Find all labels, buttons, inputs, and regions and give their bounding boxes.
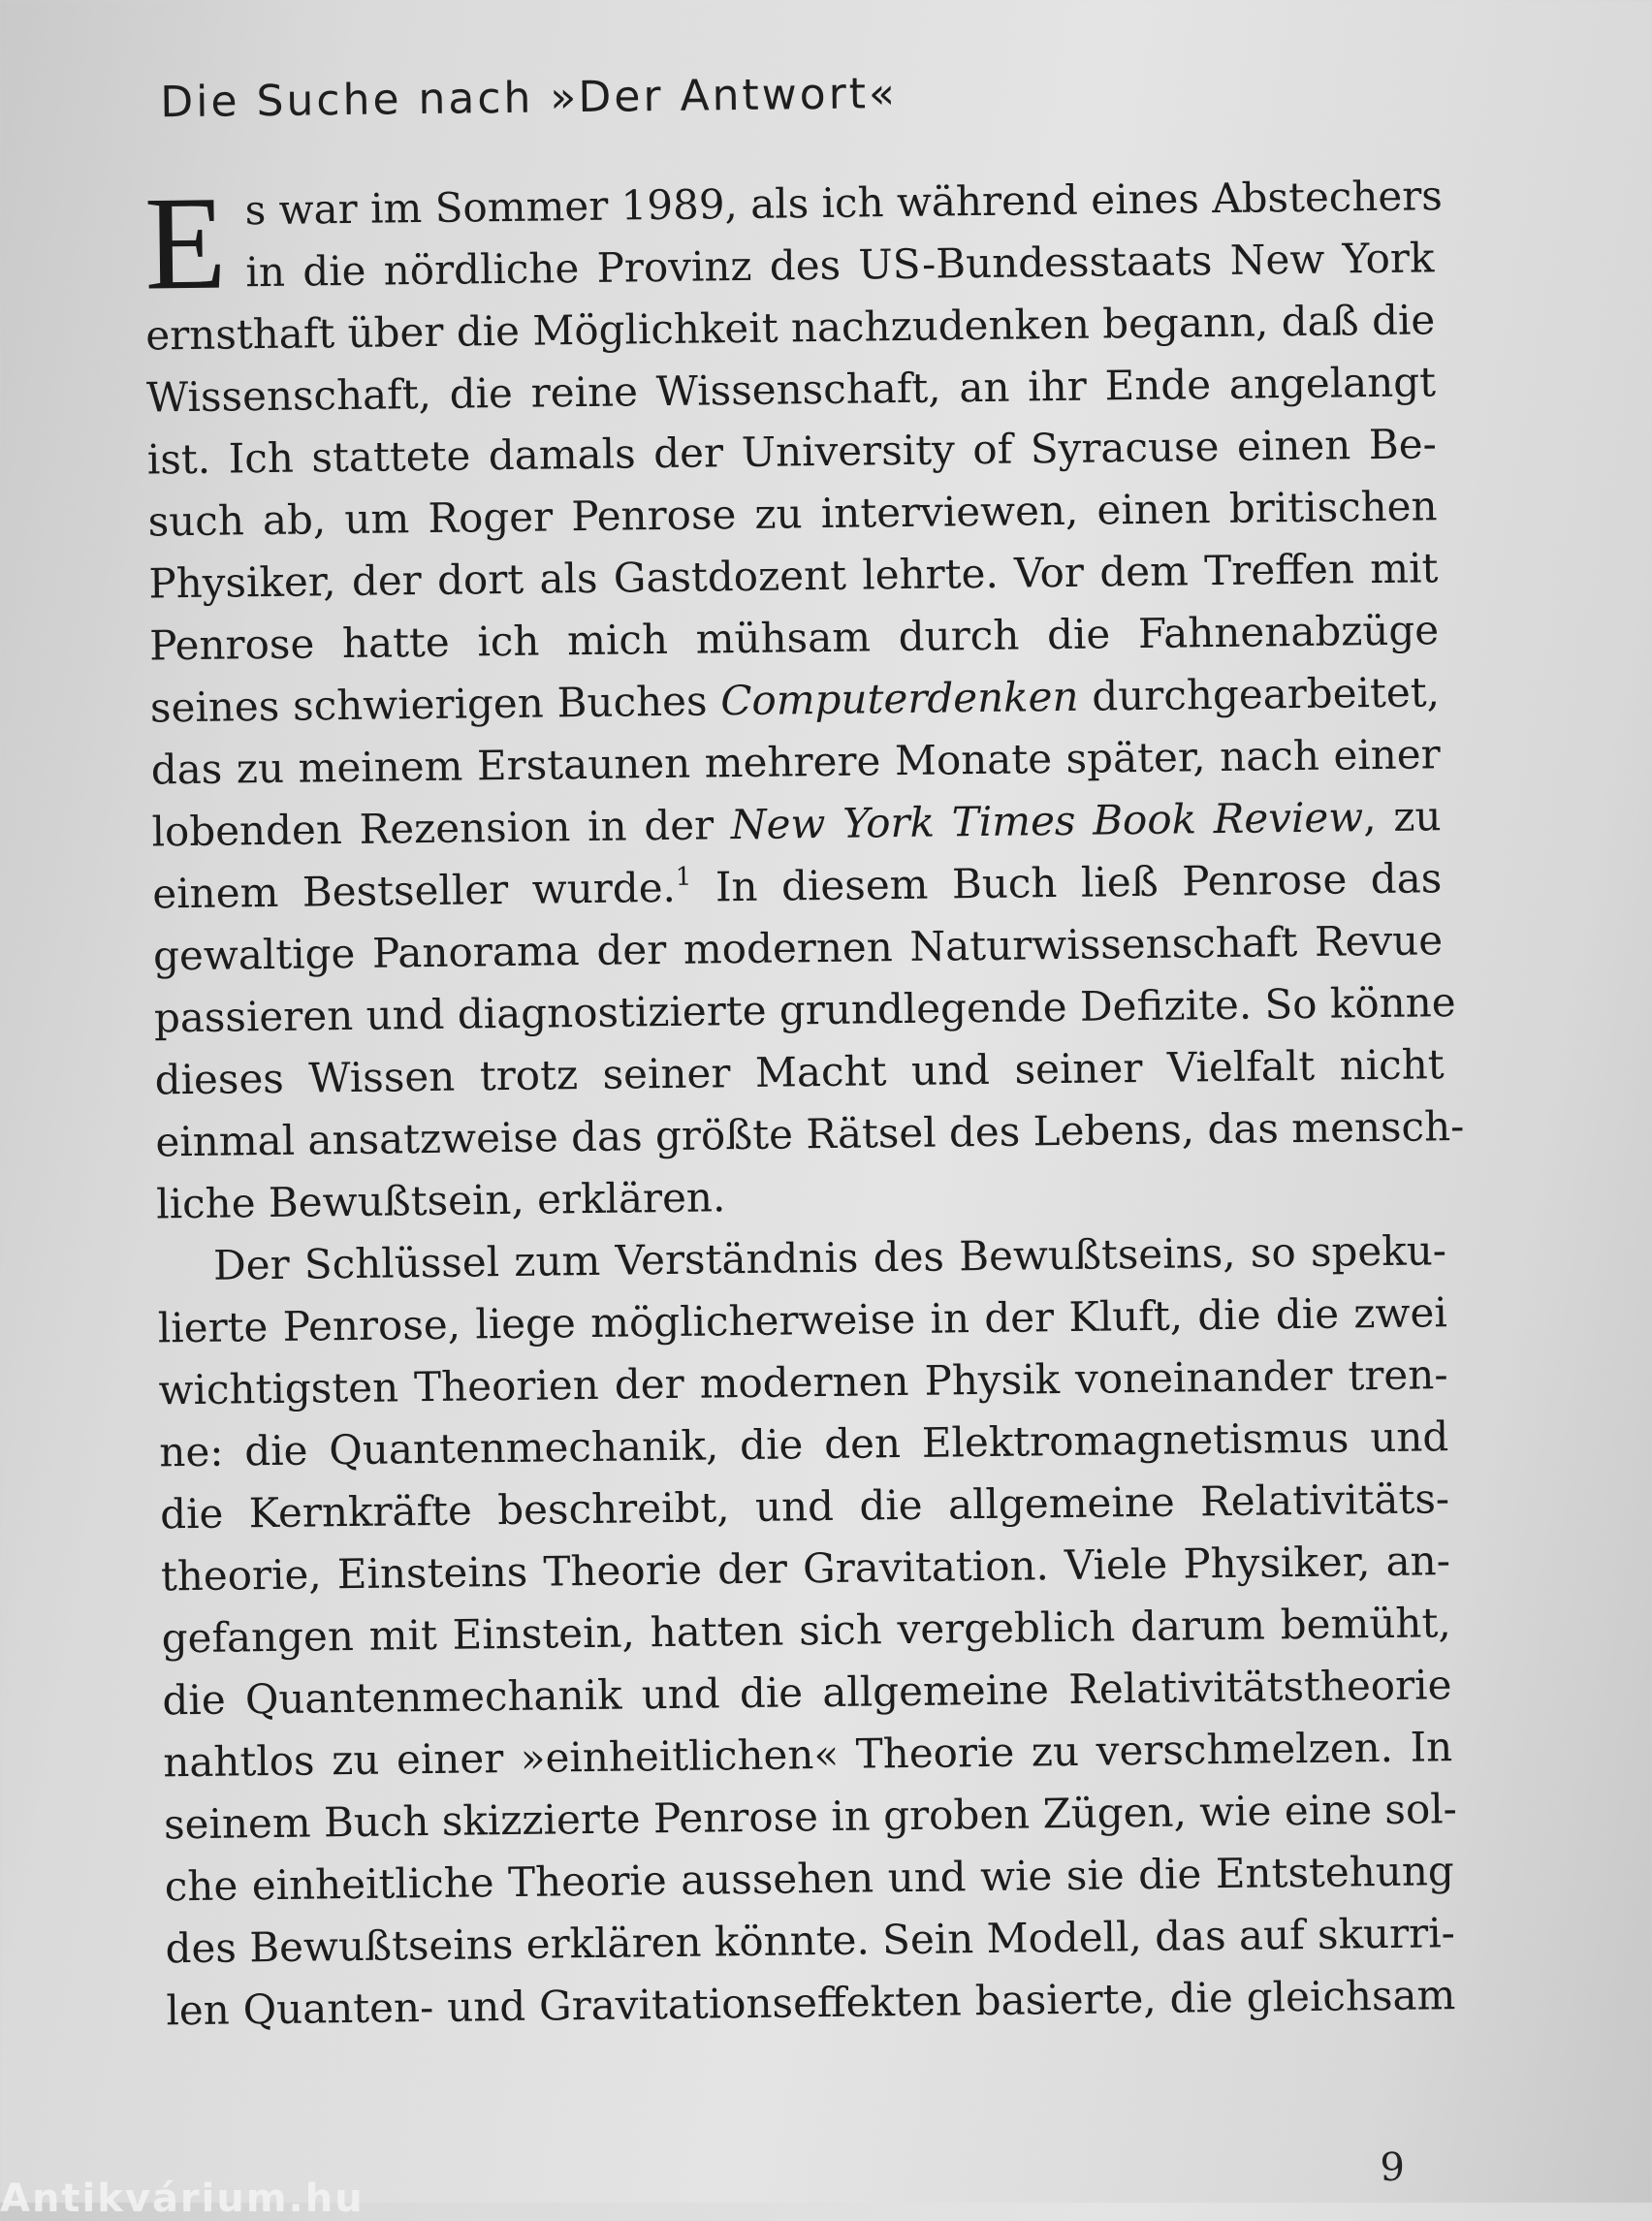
text-segment: Der Schlüssel zum Verständnis des Bewußtseins, so speku- <box>212 1226 1447 1289</box>
text-segment: seines schwierigen Buches <box>149 677 721 732</box>
text-segment: gewaltige Panorama der modernen Naturwissenschaft Revue <box>152 916 1444 980</box>
text-segment: gefangen mit Einstein, hatten sich vergeblich darum bemüht, <box>161 1599 1451 1663</box>
text-segment: passieren und diagnostizierte grundlegende Defizite. So könne <box>153 978 1456 1042</box>
text-segment: die Kernkräfte beschreibt, und die allgemeine Relativitäts- <box>159 1475 1450 1539</box>
first-paragraph-opening <box>143 165 1444 318</box>
text-segment: die Quantenmechanik und die allgemeine Relativitätstheorie <box>162 1661 1452 1725</box>
text-segment: in die nördliche Provinz des US-Bundesstaats New York <box>245 234 1435 297</box>
text-segment: ne: die Quantenmechanik, die den Elektromagnetismus und <box>159 1412 1449 1476</box>
text-segment: che einheitliche Theorie aussehen und wie sie die Entstehung <box>164 1847 1455 1911</box>
text-segment: , zu <box>1362 792 1442 841</box>
text-segment: nahtlos zu einer »einheitlichen« Theorie zu verschmelzen. In <box>162 1723 1453 1787</box>
drop-cap: E <box>143 168 228 318</box>
italic-title: New York Times Book Review <box>730 793 1364 849</box>
body-text <box>143 165 1465 2042</box>
text-segment: lierte Penrose, liege möglicherweise in der Kluft, die die zwei <box>157 1288 1448 1352</box>
text-segment: durchgearbeitet, <box>1078 668 1441 720</box>
footnote-marker: 1 <box>675 862 692 892</box>
text-segment: wichtigsten Theorien der modernen Physik voneinander tren- <box>158 1350 1448 1414</box>
text-segment: ist. Ich stattete damals der University of Syracuse einen Be- <box>146 420 1438 484</box>
text-segment: Physiker, der dort als Gastdozent lehrte. Vor dem Treffen mit <box>148 544 1439 608</box>
text-segment: einmal ansatzweise das größte Rätsel des Lebens, das mensch- <box>155 1101 1465 1166</box>
text-segment: dieses Wissen trotz seiner Macht und seiner Vielfalt nicht <box>154 1040 1445 1104</box>
text-segment: Wissenschaft, die reine Wissenschaft, an ihr Ende angelangt <box>145 358 1437 422</box>
text-segment: In diesem Buch ließ Penrose das <box>691 854 1443 911</box>
text-segment: ernsthaft über die Möglichkeit nachzudenken begann, daß die <box>144 296 1436 360</box>
text-segment: s war im Sommer 1989, als ich während eines Abstechers <box>244 172 1444 235</box>
text-segment: lobenden Rezension in der <box>151 801 732 856</box>
text-segment: len Quanten- und Gravitationseffekten basierte, die gleichsam <box>166 1971 1456 2035</box>
text-segment: liche Bewußtsein, erklären. <box>155 1173 726 1228</box>
text-segment: Penrose hatte ich mich mühsam durch die Fahnenabzüge <box>148 606 1440 670</box>
page-number: 9 <box>1380 2144 1406 2191</box>
italic-title: Computerdenken <box>720 672 1079 725</box>
text-segment: einem Bestseller wurde. <box>152 863 677 918</box>
text-segment: theorie, Einsteins Theorie der Gravitation. Viele Physiker, an- <box>160 1537 1451 1601</box>
text-segment: seinem Buch skizzierte Penrose in groben Zügen, wie eine sol- <box>163 1785 1458 1849</box>
text-segment: das zu meinem Erstaunen mehrere Monate später, nach einer <box>150 730 1441 794</box>
text-segment: such ab, um Roger Penrose zu interviewen, einen britischen <box>147 482 1438 546</box>
chapter-heading: Die Suche nach »Der Antwort« <box>160 69 899 128</box>
watermark: Antikvárium.hu <box>0 2176 365 2221</box>
text-segment: des Bewußtseins erklären könnte. Sein Modell, das auf skurri- <box>165 1909 1456 1973</box>
